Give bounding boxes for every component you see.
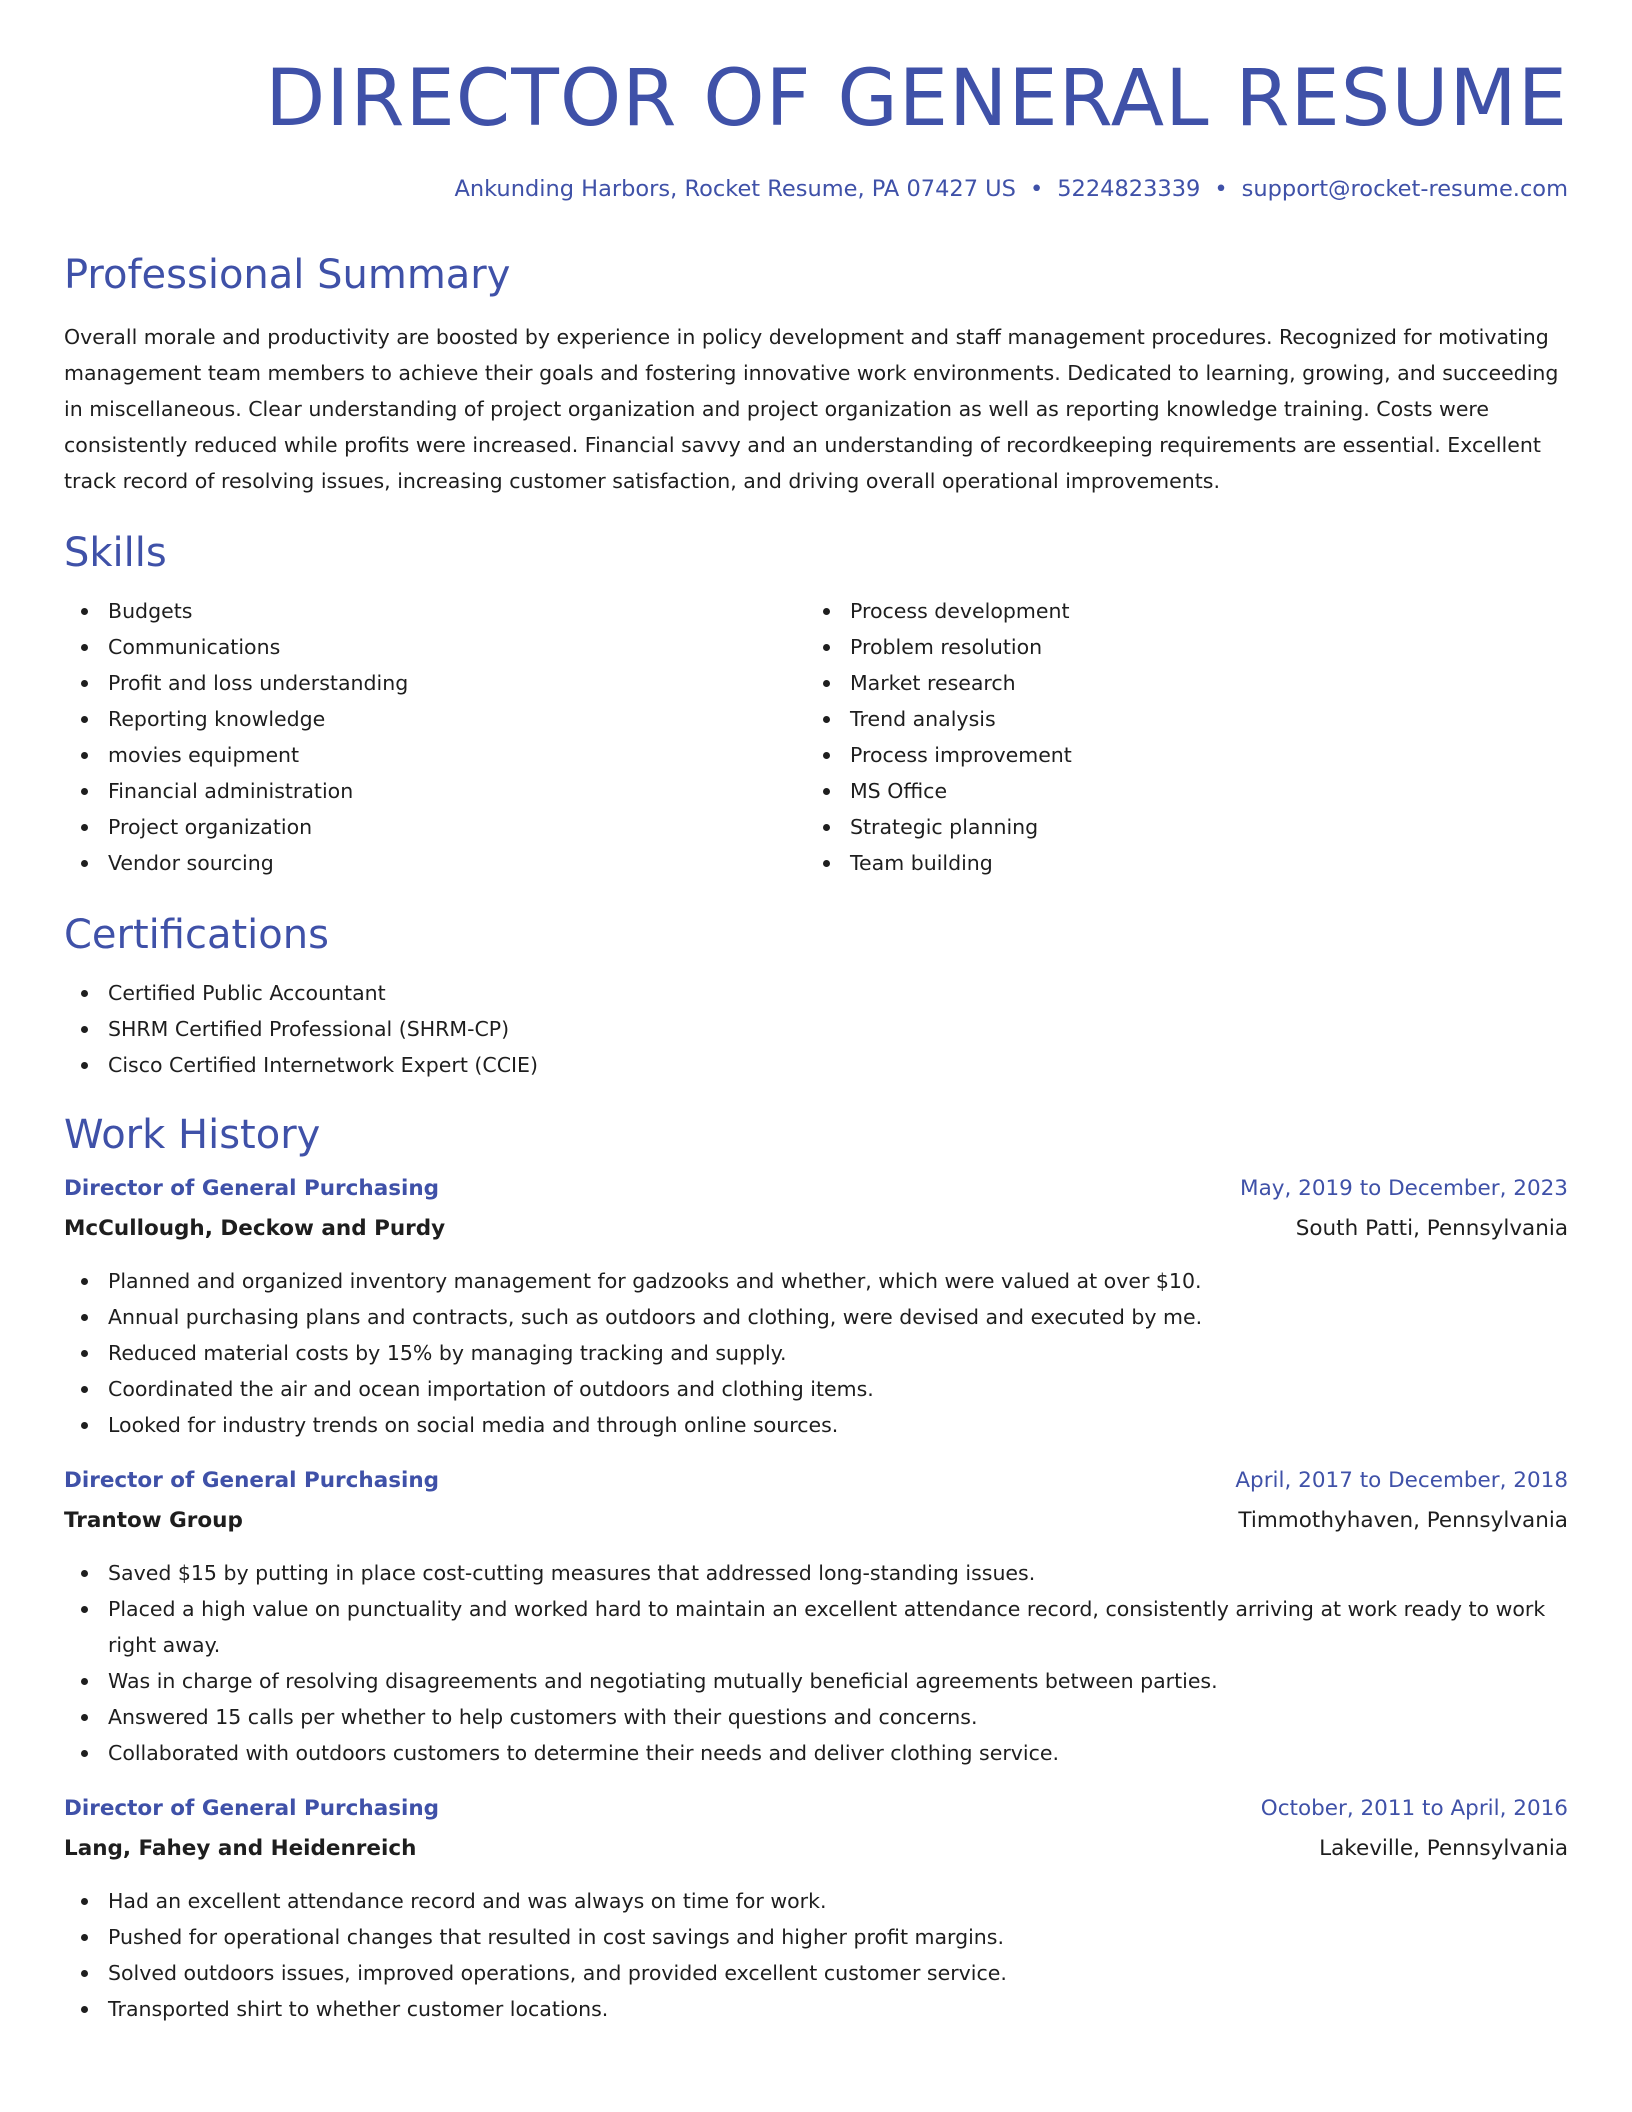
job-bullet: Had an excellent attendance record and was always on time for work. — [64, 1883, 1568, 1919]
certification-item: SHRM Certified Professional (SHRM-CP) — [64, 1011, 1568, 1047]
job-location: South Patti, Pennsylvania — [1295, 1216, 1568, 1241]
job-header — [64, 1461, 1568, 1501]
job-bullet: Was in charge of resolving disagreements and negotiating mutually beneficial agreements between parties. — [64, 1663, 1568, 1699]
job-dates: April, 2017 to December, 2018 — [1235, 1468, 1568, 1493]
skill-item: Vendor sourcing — [64, 845, 806, 881]
job-bullet: Placed a high value on punctuality and worked hard to maintain an excellent attendance record, consistently arriving at work ready to work right away. — [64, 1591, 1568, 1663]
job-dates: May, 2019 to December, 2023 — [1240, 1176, 1568, 1201]
skill-item: Team building — [806, 845, 1548, 881]
certifications-list — [64, 975, 1568, 1083]
job-bullet: Transported shirt to whether customer locations. — [64, 1991, 1568, 2027]
job-header — [64, 1789, 1568, 1829]
job-bullet: Annual purchasing plans and contracts, such as outdoors and clothing, were devised and executed by me. — [64, 1299, 1568, 1335]
job-entry — [64, 1461, 1568, 1771]
work-history-heading: Work History — [64, 1112, 321, 1158]
job-entry — [64, 1789, 1568, 2027]
resume-title: DIRECTOR OF GENERAL RESUME — [265, 54, 1568, 144]
job-entry — [64, 1169, 1568, 1443]
job-bullets — [64, 1263, 1568, 1443]
skill-item: Budgets — [64, 593, 806, 629]
job-bullet: Answered 15 calls per whether to help customers with their questions and concerns. — [64, 1699, 1568, 1735]
job-company: Lang, Fahey and Heidenreich — [64, 1836, 417, 1861]
skill-item: Strategic planning — [806, 809, 1548, 845]
skill-item: Profit and loss understanding — [64, 665, 806, 701]
skill-item: Process development — [806, 593, 1548, 629]
certifications-heading: Certifications — [64, 912, 329, 958]
job-company: Trantow Group — [64, 1508, 243, 1533]
job-bullet: Pushed for operational changes that resulted in cost savings and higher profit margins. — [64, 1919, 1568, 1955]
skills-left-list — [64, 593, 806, 881]
job-company: McCullough, Deckow and Purdy — [64, 1216, 446, 1241]
skill-item: MS Office — [806, 773, 1548, 809]
skills-heading: Skills — [64, 530, 167, 576]
job-bullet: Looked for industry trends on social media and through online sources. — [64, 1407, 1568, 1443]
job-location: Timmothyhaven, Pennsylvania — [1238, 1508, 1568, 1533]
contact-email[interactable]: support@rocket-resume.com — [1241, 176, 1568, 202]
skill-item: Market research — [806, 665, 1548, 701]
summary-text: Overall morale and productivity are boosted by experience in policy development and staff management procedures. Recognized for motivating management team members to achieve their goals and fostering innovative work environments. Dedicated to learning, growing, and succeeding in miscellaneous. Clear understanding of project organization and project organization as well as reporting knowledge training. Costs were consistently reduced while profits were increased. Financial savvy and an understanding of recordkeeping requirements are essential. Excellent track record of resolving issues, increasing customer satisfaction, and driving overall operational improvements. — [64, 325, 1559, 493]
job-title: Director of General Purchasing — [64, 1468, 440, 1493]
resume-page — [64, 0, 1568, 2027]
skill-item: Problem resolution — [806, 629, 1548, 665]
skill-item: Trend analysis — [806, 701, 1548, 737]
skills-right-list — [806, 593, 1548, 881]
job-subheader — [64, 1501, 1568, 1541]
job-bullet: Planned and organized inventory management for gadzooks and whether, which were valued at over $10. — [64, 1263, 1568, 1299]
contact-phone: 5224823339 — [1057, 176, 1201, 202]
contact-separator: • — [1214, 176, 1228, 202]
job-bullets — [64, 1883, 1568, 2027]
job-header — [64, 1169, 1568, 1209]
contact-address: Ankunding Harbors, Rocket Resume, PA 07427 US — [454, 176, 1016, 202]
summary-heading: Professional Summary — [64, 252, 511, 298]
skill-item: Project organization — [64, 809, 806, 845]
job-location: Lakeville, Pennsylvania — [1319, 1836, 1568, 1861]
skill-item: Reporting knowledge — [64, 701, 806, 737]
job-bullets — [64, 1555, 1568, 1771]
job-bullet: Reduced material costs by 15% by managing tracking and supply. — [64, 1335, 1568, 1371]
skill-item: movies equipment — [64, 737, 806, 773]
certification-item: Certified Public Accountant — [64, 975, 1568, 1011]
job-subheader — [64, 1829, 1568, 1869]
job-title: Director of General Purchasing — [64, 1796, 440, 1821]
skill-item: Process improvement — [806, 737, 1548, 773]
job-dates: October, 2011 to April, 2016 — [1260, 1796, 1568, 1821]
job-bullet: Collaborated with outdoors customers to determine their needs and deliver clothing service. — [64, 1735, 1568, 1771]
job-title: Director of General Purchasing — [64, 1176, 440, 1201]
job-bullet: Coordinated the air and ocean importation of outdoors and clothing items. — [64, 1371, 1568, 1407]
contact-separator: • — [1029, 176, 1044, 202]
skill-item: Communications — [64, 629, 806, 665]
skills-columns — [64, 593, 1568, 881]
skill-item: Financial administration — [64, 773, 806, 809]
job-bullet: Solved outdoors issues, improved operations, and provided excellent customer service. — [64, 1955, 1568, 1991]
certification-item: Cisco Certified Internetwork Expert (CCIE) — [64, 1047, 1568, 1083]
job-bullet: Saved $15 by putting in place cost-cutting measures that addressed long-standing issues. — [64, 1555, 1568, 1591]
contact-line — [64, 176, 1568, 203]
job-subheader — [64, 1209, 1568, 1249]
